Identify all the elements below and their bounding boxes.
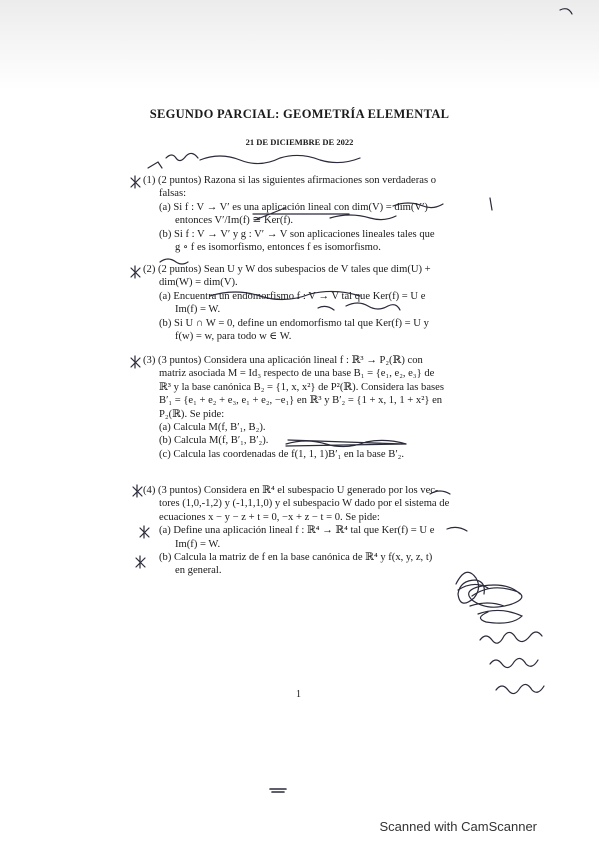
q3-line-4: B′₁ = {e₁ + e₂ + e₃, e₁ + e₂, −e₁} en ℝ³ y B′₂ = {1 + x, 1, 1 + x²} en — [159, 395, 443, 407]
q4-line-4: (a) Define una aplicación lineal f : ℝ⁴ → ℝ⁴ tal que Ker(f) = U e — [159, 525, 435, 537]
q1-line-4: entonces V′/Im(f) ≅ Ker(f). — [175, 215, 294, 227]
q4-line-1: (4) (3 puntos) Considera en ℝ⁴ el subespacio U generado por los vec- — [143, 485, 439, 496]
q4-line-3: ecuaciones x − y − z + t = 0, −x + z − t = 0. Se pide: — [159, 511, 380, 523]
q1-line-1: (1) (2 puntos) Razona si las siguientes afirmaciones son verdaderas o — [143, 175, 437, 186]
q4-line-6: (b) Calcula la matriz de f en la base canónica de ℝ⁴ y f(x, y, z, t) — [159, 552, 433, 564]
corner-mark — [560, 9, 572, 14]
asterisk-q1 — [131, 176, 140, 188]
document-date: 21 DE DICIEMBRE DE 2022 — [245, 137, 354, 147]
scribble-br-5 — [490, 658, 538, 667]
q2-line-3: (a) Encuentra un endomorfismo f : V → V tal que Ker(f) = U e — [159, 290, 426, 302]
asterisk-q4 — [133, 485, 142, 497]
asterisk-q2 — [131, 266, 140, 278]
bottom-mark — [270, 789, 286, 792]
asterisk-q4b — [136, 556, 145, 568]
asterisk-q3 — [131, 356, 140, 368]
bracket-q1 — [490, 198, 492, 210]
q1-line-5: (b) Si f : V → V′ y g : V′ → V son aplicaciones lineales tales que — [159, 228, 435, 240]
q1-line-3: (a) Si f : V → V′ es una aplicación lineal con dim(V) = dim(V′) — [159, 201, 428, 213]
scribble-q4 — [430, 491, 467, 531]
q4-line-2: tores (1,0,-1,2) y (-1,1,1,0) y el subespacio W dado por el sistema de — [159, 498, 450, 510]
scribble-q1-top — [200, 155, 360, 163]
q1-line-2: falsas: — [159, 188, 187, 200]
scribble-q2-top — [160, 259, 188, 264]
q3-line-5: P₂(ℝ). Se pide: — [159, 408, 225, 420]
page-number: 1 — [296, 689, 301, 700]
scribble-q1-a — [330, 215, 396, 220]
q3-line-3: ℝ³ y la base canónica B₂ = {1, x, x²} de P²(ℝ). Considera las bases — [159, 381, 444, 393]
q2-line-6: f(w) = w, para todo w ∈ W. — [175, 331, 292, 343]
q3-line-6: (a) Calcula M(f, B′₁, B₂). — [159, 422, 266, 434]
scribble-q1-b — [393, 203, 443, 208]
scribble-br-6 — [496, 684, 544, 693]
q3-line-8: (c) Calcula las coordenadas de f(1, 1, 1)B′₁ en la base B′₂. — [159, 448, 404, 460]
underline-q1 — [253, 208, 349, 220]
q3-line-1: (3) (3 puntos) Considera una aplicación lineal f : ℝ³ → P₂(ℝ) con — [143, 355, 423, 366]
q1-line-6: g ∘ f es isomorfismo, entonces f es isomorfismo. — [175, 242, 381, 254]
q3-line-7: (b) Calcula M(f, B′₁, B′₂). — [159, 435, 269, 447]
q2-line-2: dim(W) = dim(V). — [159, 277, 238, 289]
scribble-br-4 — [480, 632, 542, 643]
scanner-footer: Scanned with CamScanner — [379, 819, 537, 834]
q4-line-7: en general. — [175, 565, 222, 577]
q3-line-2: matriz asociada M = Id₃ respecto de una base B₁ = {e₁, e₂, e₃} de — [159, 368, 435, 380]
document-title: SEGUNDO PARCIAL: GEOMETRÍA ELEMENTAL — [149, 107, 450, 121]
q2-line-4: Im(f) = W. — [175, 304, 221, 316]
q2-line-1: (2) (2 puntos) Sean U y W dos subespacios de V tales que dim(U) + — [143, 264, 431, 275]
q2-line-5: (b) Si U ∩ W = 0, define un endomorfismo tal que Ker(f) = U y — [159, 317, 429, 329]
asterisk-q4a — [140, 526, 149, 538]
scribble-br-3 — [478, 610, 522, 623]
handwritten-top-arrow — [148, 153, 198, 168]
scribble-q2-b — [318, 303, 400, 310]
scribble-q2-a — [210, 291, 360, 299]
q4-line-5: Im(f) = W. — [175, 538, 221, 550]
